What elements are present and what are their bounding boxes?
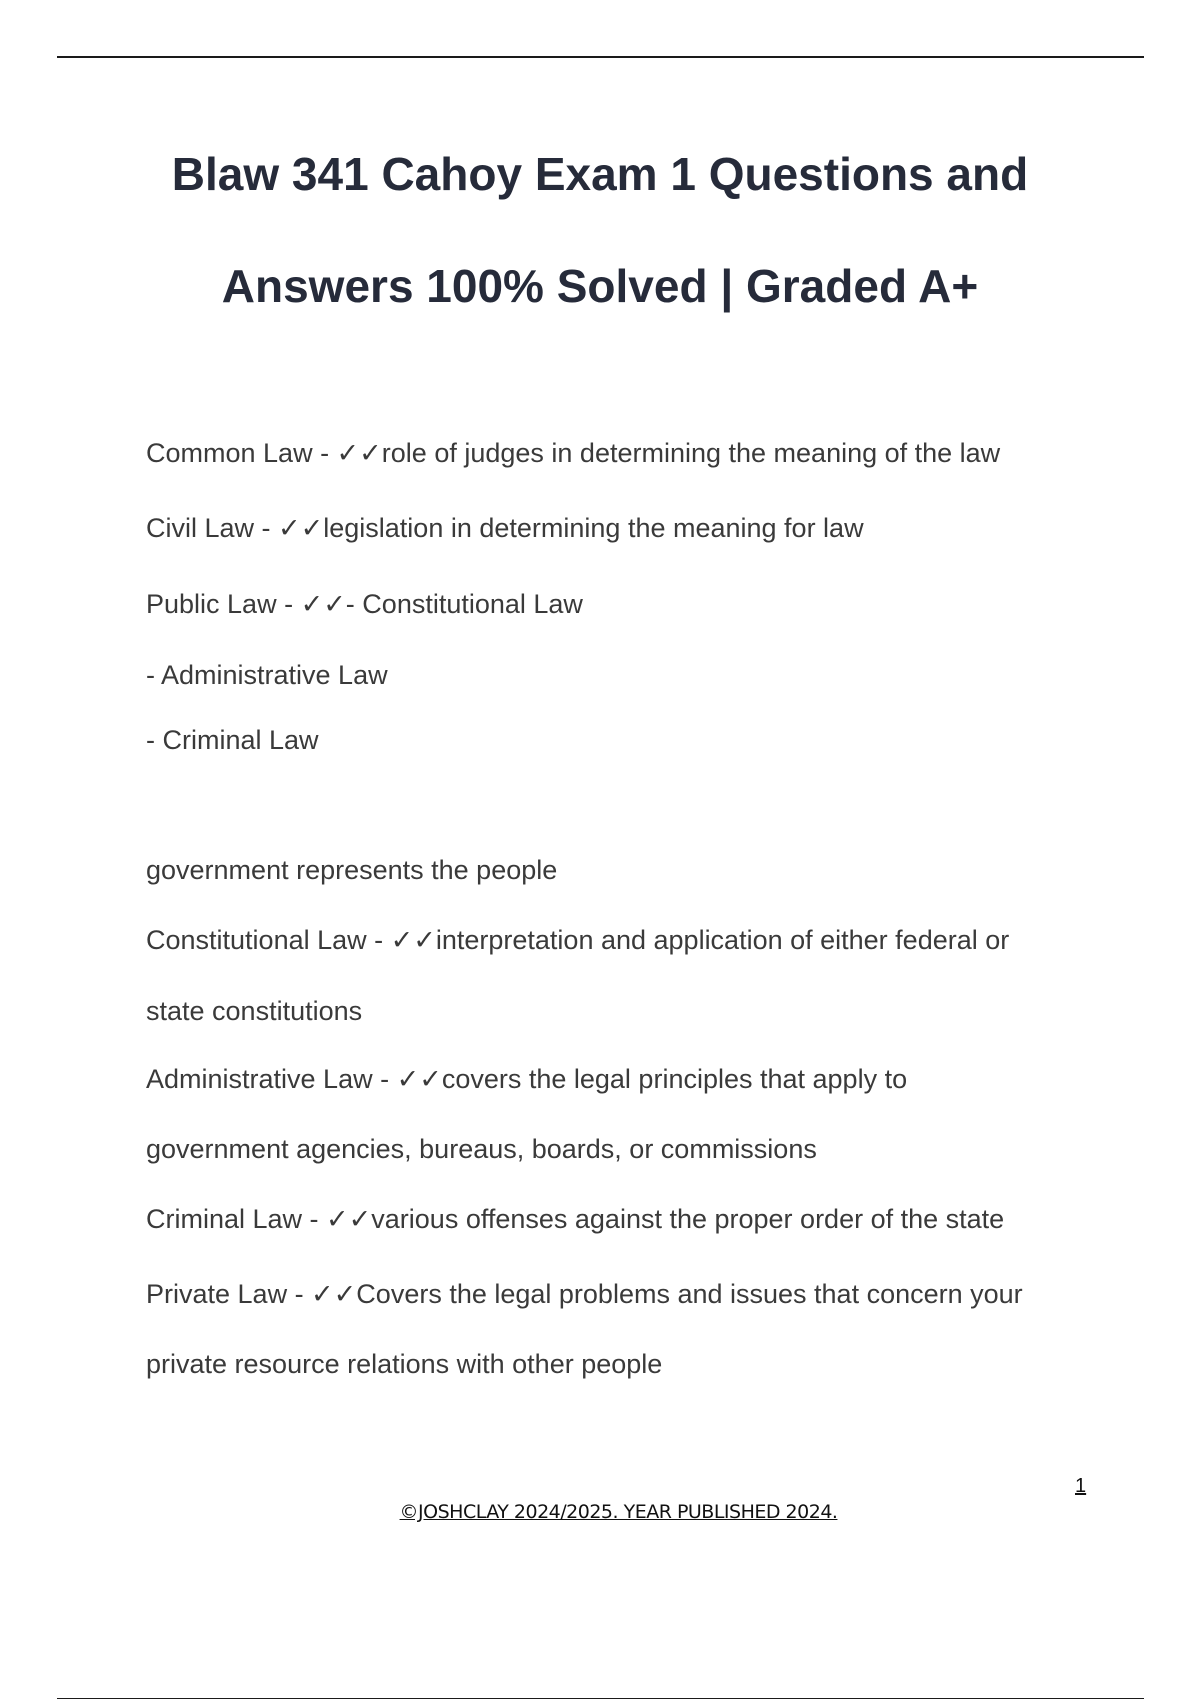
document-title-line-2: Answers 100% Solved | Graded A+ [221, 260, 979, 312]
text-line-private-law: Private Law - ✓✓Covers the legal problems and issues that concern your [146, 1279, 1023, 1309]
text-line-administrative-law-item: - Administrative Law [146, 660, 388, 690]
footer-copyright: ©JOSHCLAY 2024/2025. YEAR PUBLISHED 2024. [399, 1501, 838, 1523]
document-title-line-1: Blaw 341 Cahoy Exam 1 Questions and [171, 148, 1029, 200]
text-line-government: government represents the people [146, 855, 558, 885]
text-line-administrative-law-cont: government agencies, bureaus, boards, or commissions [146, 1134, 817, 1164]
text-line-criminal-law-item: - Criminal Law [146, 725, 319, 755]
text-line-private-law-cont: private resource relations with other people [146, 1349, 663, 1379]
bottom-rule [57, 1698, 1144, 1699]
text-line-constitutional-law: Constitutional Law - ✓✓interpretation and application of either federal or [146, 925, 1010, 955]
text-line-public-law: Public Law - ✓✓- Constitutional Law [146, 589, 583, 619]
text-line-common-law: Common Law - ✓✓role of judges in determining the meaning of the law [146, 438, 1001, 468]
page-number: 1 [1075, 1475, 1087, 1497]
top-rule [57, 56, 1144, 58]
text-line-administrative-law: Administrative Law - ✓✓covers the legal principles that apply to [146, 1064, 908, 1094]
text-line-constitutional-law-cont: state constitutions [146, 996, 363, 1026]
text-line-civil-law: Civil Law - ✓✓legislation in determining the meaning for law [146, 513, 864, 543]
text-line-criminal-law: Criminal Law - ✓✓various offenses against the proper order of the state [146, 1204, 1005, 1234]
